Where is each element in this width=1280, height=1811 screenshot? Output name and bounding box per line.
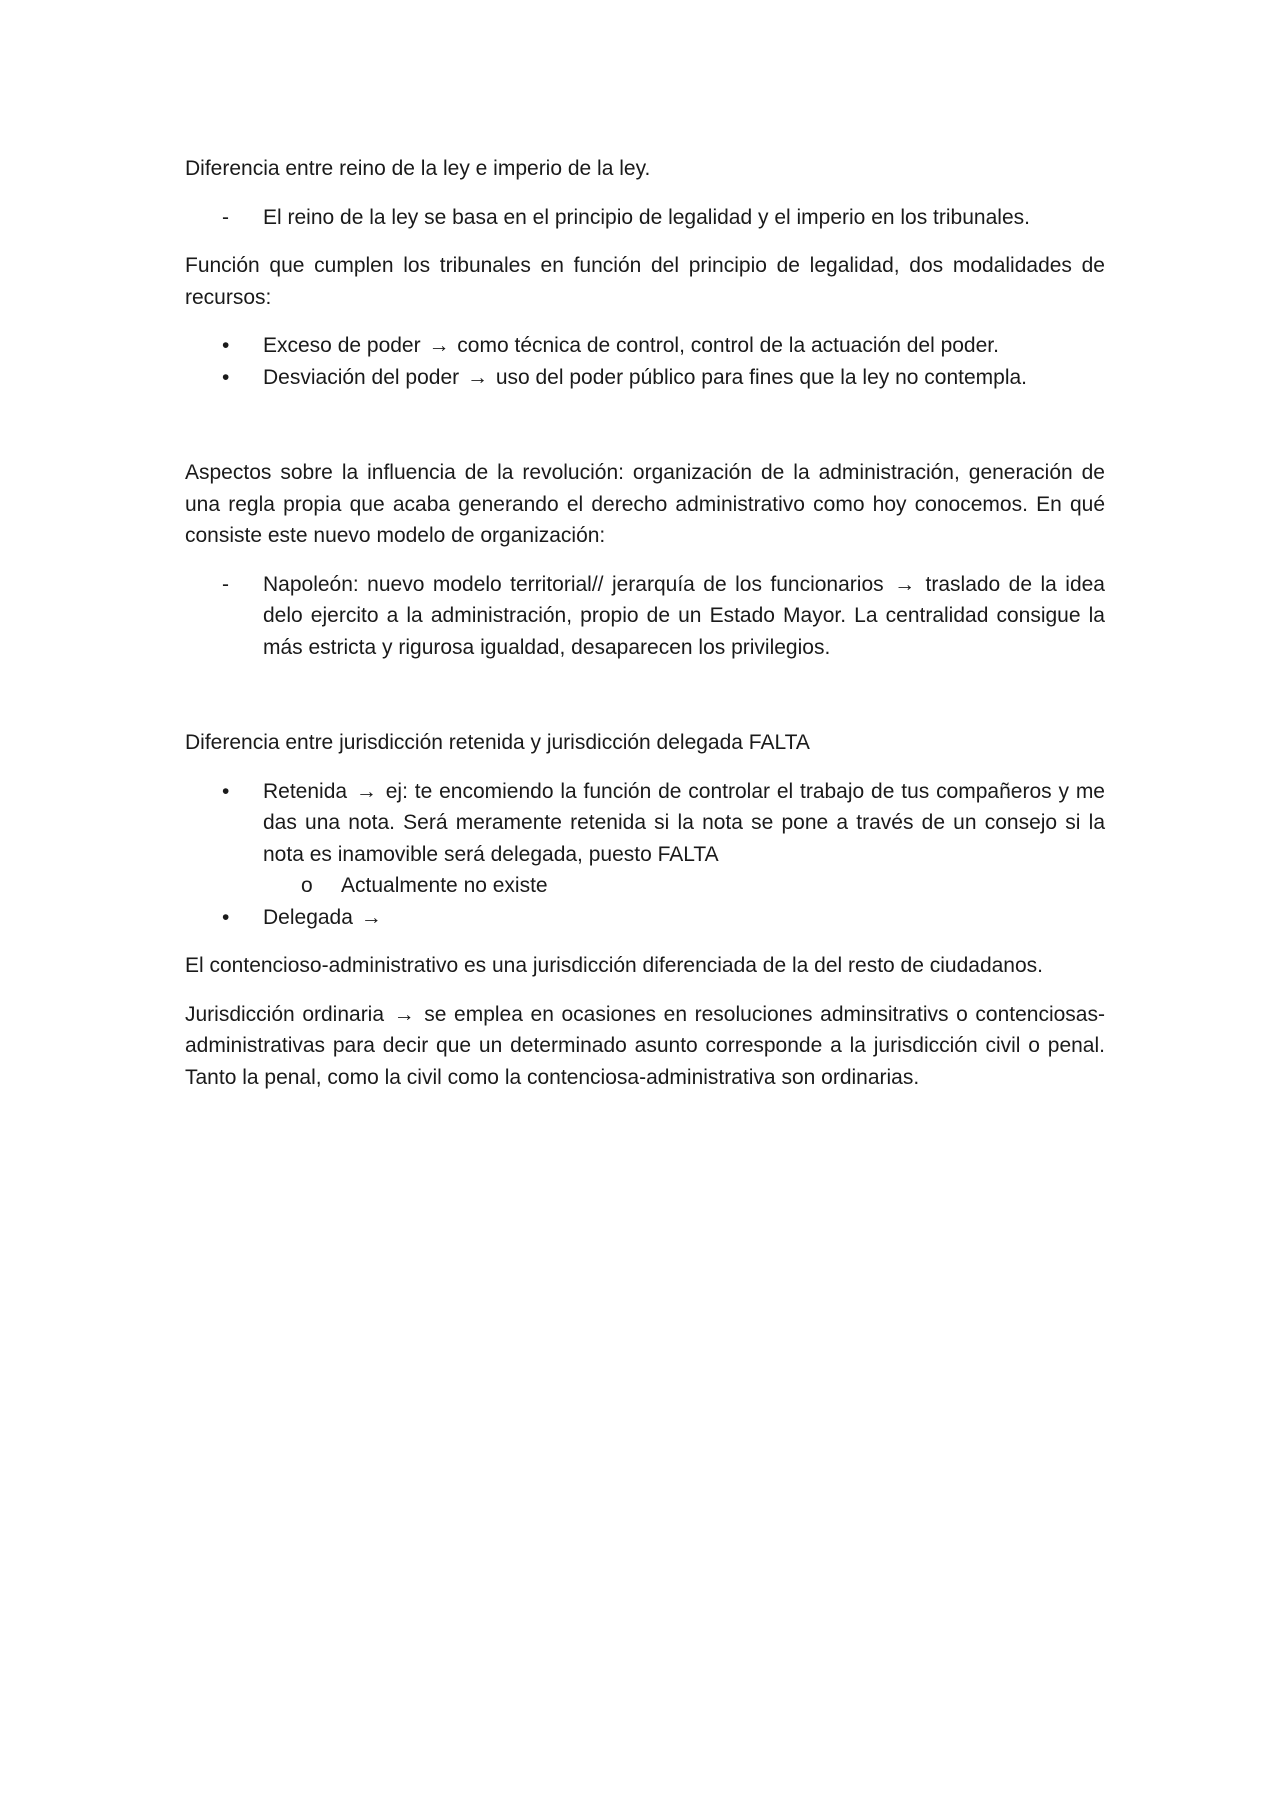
paragraph-term: Jurisdicción ordinaria [185,1002,385,1026]
list-item-term: Delegada [263,905,353,929]
list-item-term: Exceso de poder [263,334,421,357]
arrow-icon: → [360,905,382,929]
bullet-marker: • [222,779,230,803]
spacer [185,680,1105,727]
list-item-text-before: Napoleón: nuevo modelo territorial// jerarquía de los funcionarios [263,572,884,596]
heading-jurisdiccion: Diferencia entre jurisdicción retenida y jurisdicción delegada FALTA [185,731,810,754]
list-item [185,330,1105,362]
bullet-marker: • [222,905,230,929]
list-item-term: Desviación del poder [263,365,460,389]
paragraph-contencioso: El contencioso-administrativo es una jurisdicción diferenciada de la del resto de ciudadanos. [185,954,1043,977]
dash-marker: - [222,205,229,229]
paragraph-funcion-tribunales: Función que cumplen los tribunales en función del principio de legalidad, dos modalidades de recursos: [185,254,1105,309]
sub-bullet-marker: o [301,874,313,897]
dash-marker: - [222,572,229,596]
list-item [185,362,1105,394]
bullet-marker: • [222,365,230,389]
list-item-desc: ej: te encomiendo la función de controlar el trabajo de tus compañeros y me das una nota. Será meramente retenida si la nota se pone a través de un consejo si la nota es inamovible será delegada, puesto FALTA [263,779,1105,866]
arrow-icon: → [393,1002,415,1026]
list-item [185,202,1105,234]
bullet-marker: • [222,334,230,357]
list-item-desc: uso del poder público para fines que la ley no contempla. [495,365,1027,389]
arrow-icon: → [466,365,488,389]
sub-list-item [185,870,1105,902]
list-item-desc: como técnica de control, control de la actuación del poder. [457,334,999,357]
sub-list-item-text: Actualmente no existe [341,874,548,897]
paragraph-text: se emplea en ocasiones en resoluciones adminsitrativs o contenciosas-administrativas para decir que un determinado asunto corresponde a la jurisdicción civil o penal. Tanto la penal, como la civil como la contenciosa-administrativa son ordinarias. [185,1002,1105,1089]
arrow-icon: → [355,779,377,803]
bullet-list-jurisdiccion [185,776,1105,934]
document-body [185,153,1105,1110]
paragraph-jurisdiccion-ordinaria [185,999,1105,1094]
heading-reino-imperio: Diferencia entre reino de la ley e imperio de la ley. [185,157,651,180]
list-item [185,569,1105,664]
list-item [185,902,1105,934]
list-item [185,776,1105,871]
list-item-text: El reino de la ley se basa en el principio de legalidad y el imperio en los tribunales. [263,205,1030,229]
dash-list-1 [185,202,1105,234]
dash-list-napoleon [185,569,1105,664]
bullet-list-recursos [185,330,1105,393]
arrow-icon: → [894,572,916,596]
list-item-term: Retenida [263,779,348,803]
paragraph-revolucion: Aspectos sobre la influencia de la revolución: organización de la administración, generación de una regla propia que acaba generando el derecho administrativo como hoy conocemos. En qué consiste este nuevo modelo de organización: [185,461,1105,547]
list-item-text-after: traslado de la idea delo ejercito a la administración, propio de un Estado Mayor. La centralidad consigue la más estricta y rigurosa igualdad, desaparecen los privilegios. [263,572,1105,659]
arrow-icon: → [428,334,450,357]
spacer [185,410,1105,457]
